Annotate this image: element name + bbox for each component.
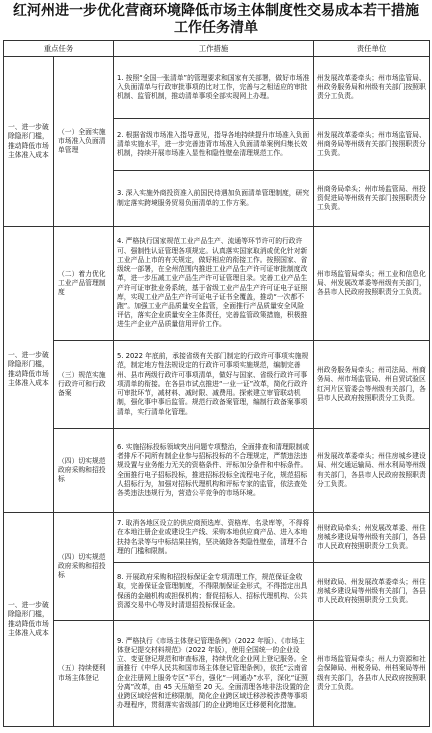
measure-cell: 5. 2022 年底前，承接省级有关部门制定的行政许可事项实施规范，制定地方性法规设定的行政许可事项实施规范，编制完善州、县市两级行政许可事项清单，做好与国家、省级行政许可事项清单的衔接。在各县市试点推进“一业一证”改革，简化行政许可审批环节，减材料、减时限、减费用。探索建立审管联动机制，强化事中事后监管。规范行政备案管理，编制行政备案事项清单，实行清单化管理。 [114,341,314,429]
responsible-cell: 州财政局、州发展改革委牵头；州住房城乡建设局等州级有关部门，各县市人民政府按照职责分工负责。 [314,563,430,621]
responsible-cell: 州市场监管局牵头；州工业和信息化局、州发展改革委等州级有关部门，各县市人民政府按照职责分工负责。 [314,227,430,341]
responsible-cell: 州发展改革委牵头；州市场监管局、州政务服务局和州级有关部门按照职责分工负责。 [314,57,430,119]
table-row [4,621,430,727]
measure-cell: 7. 取消各地区设立的供应商预选库、资格库、名录库等，不得将在本地注册企业或建设生产线、采购本地供应商产品、进入本地扶持名录等与中标结果挂钩，坚决破除各类隐性壁垒，清理不合理的门槛和限制。 [114,513,314,563]
document-title-line-1: 红河州进一步优化营商环境降低市场主体制度性交易成本若干措施 [13,3,419,19]
measure-cell: 1. 按照“全国一张清单”的管理要求和国家有关部署，做好市场准入负面清单与行政审批事项的比对工作，完善与之相适应的审批机制、监管机制，推动清单事项全部实现网上办理。 [114,57,314,119]
table-row [4,513,430,563]
responsible-cell: 州财政局牵头；州发展改革委、州住房城乡建设局等州级有关部门，各县市人民政府按照职责分工负责。 [314,513,430,563]
subtask-cell: （一）全面实施市场准入负面清单管理 [54,57,114,227]
task-list-table [3,40,430,727]
document-title [0,3,432,37]
header-responsible-unit: 责任单位 [314,41,430,57]
subtask-cell: （五）持续便利市场主体登记 [54,621,114,727]
measure-cell: 4. 严格执行国家规范工业产品生产、流通等环节许可的行政许可、强制性认证管理各项规定。认真落实国家取消或优化针对新工业产品上市的有关规定，做好相应的衔接工作。按照国家、省级统一部署，在全州范围内推进工业产品生产许可证审批制度改革，进一步压减工业产品生产许可证管理目录。完善工业产品生产许可证审批业务系统，基于省级工业产品生产许可证电子证照库，实现工业产品生产许可证电子证书全覆盖，推动“一次都不跑”。加强工业产品质量安全监管，全面推行产品质量安全风险评估，落实企业质量安全主体责任，完善监管政策措施，积极推进生产企业产品质量信用评价工作。 [114,227,314,341]
subtask-cell: （三）规范实施行政许可和行政备案 [54,341,114,429]
subtask-cell: （二）着力优化工业产品管理制度 [54,227,114,341]
table-row [4,429,430,513]
responsible-cell: 州市场监管局牵头；州人力资源和社会保障局、州税务局、州档案局等州级有关部门，各县市人民政府按照职责分工负责。 [314,621,430,727]
key-task-cell: 一、进一步破除隐形门槛，推动降低市场主体准入成本 [4,227,54,513]
document-title-line-2: 工作任务清单 [174,20,258,36]
measure-cell: 9. 严格执行《市场主体登记管理条例》（2022 年版）、《市场主体登记提交材料规范》（2022 年版），使用全国统一的企业设立、变更登记规范和审查标准，持续优化企业网上登记服务。全面推行《中华人民共和国市场主体登记管理条例》，依托“云南省企业注册网上服务专区”平台，强化“一网通办”水平，深化“证照分离”改革，由 45 天压缩至 20 天。全面清理各地非法设置的企业跨区域经营和迁移限制，简化企业跨区域迁移涉税涉费等事项办理程序，贯彻落实省级部门的企业跨地区迁移便利化措施。 [114,621,314,727]
key-task-cell: 一、进一步破除隐形门槛，推动降低市场主体准入成本 [4,513,54,727]
key-task-cell: 一、进一步破除隐形门槛，推动降低市场主体准入成本 [4,57,54,227]
measure-cell: 3. 深入实施外商投资准入前国民待遇加负面清单管理制度，研究制定落实跨境服务贸易负面清单的工作方案。 [114,171,314,227]
subtask-cell: （四）切实规范政府采购和招投标 [54,429,114,513]
table-row [4,57,430,119]
responsible-cell: 州政务服务局牵头；州司法局、州商务局、州市场监管局、州自贸试验区红河片区管委会等州级有关部门，各县市人民政府按照职责分工负责。 [314,341,430,429]
subtask-cell: （四）切实规范政府采购和招投标 [54,513,114,621]
responsible-cell: 州发展改革委牵头；州住房城乡建设局、州交通运输局、州水利局等州级有关部门，各县市人民政府按照职责分工负责。 [314,429,430,513]
measure-cell: 6. 实施招标投标领域突出问题专项整治，全面排查和清理限制或者排斥不同所有制企业参与招标投标的不合理规定，严禁违法违规设置与业务能力无关的资格条件、评标加分条件和中标条件。全面推行电子招标投标，推进招标投标全流程电子化，规范招标人招标行为，加强对招标代理机构和评标专家的监管，依法查处各类违法违规行为，营造公平竞争的市场环境。 [114,429,314,513]
table-row [4,227,430,341]
responsible-cell: 州发展改革委牵头；州市场监管局、州商务局等州级有关部门按照职责分工负责。 [314,119,430,171]
header-work-measure: 工作措施 [114,41,314,57]
table-header-row [4,41,430,57]
header-key-task: 重点任务 [4,41,114,57]
responsible-cell: 州商务局牵头；州市场监管局、州投资促进局等州级有关部门按照职责分工负责。 [314,171,430,227]
measure-cell: 8. 开展政府采购和招投标保证金专项清理工作，规范保证金收取，完善保证金管理制度，不得限制保证金形式，不得指定出具保函的金融机构或担保机构；督促招标人、招标代理机构、公共资源交易中心等及时清退招投标保证金。 [114,563,314,621]
measure-cell: 2. 根据省级市场准入指导意见，指导各地持续提升市场准入负面清单实施水平，进一步完善违背市场准入负面清单案例归集长效机制，持续开展市场准入显性和隐性壁垒清理规范工作。 [114,119,314,171]
table-row [4,341,430,429]
